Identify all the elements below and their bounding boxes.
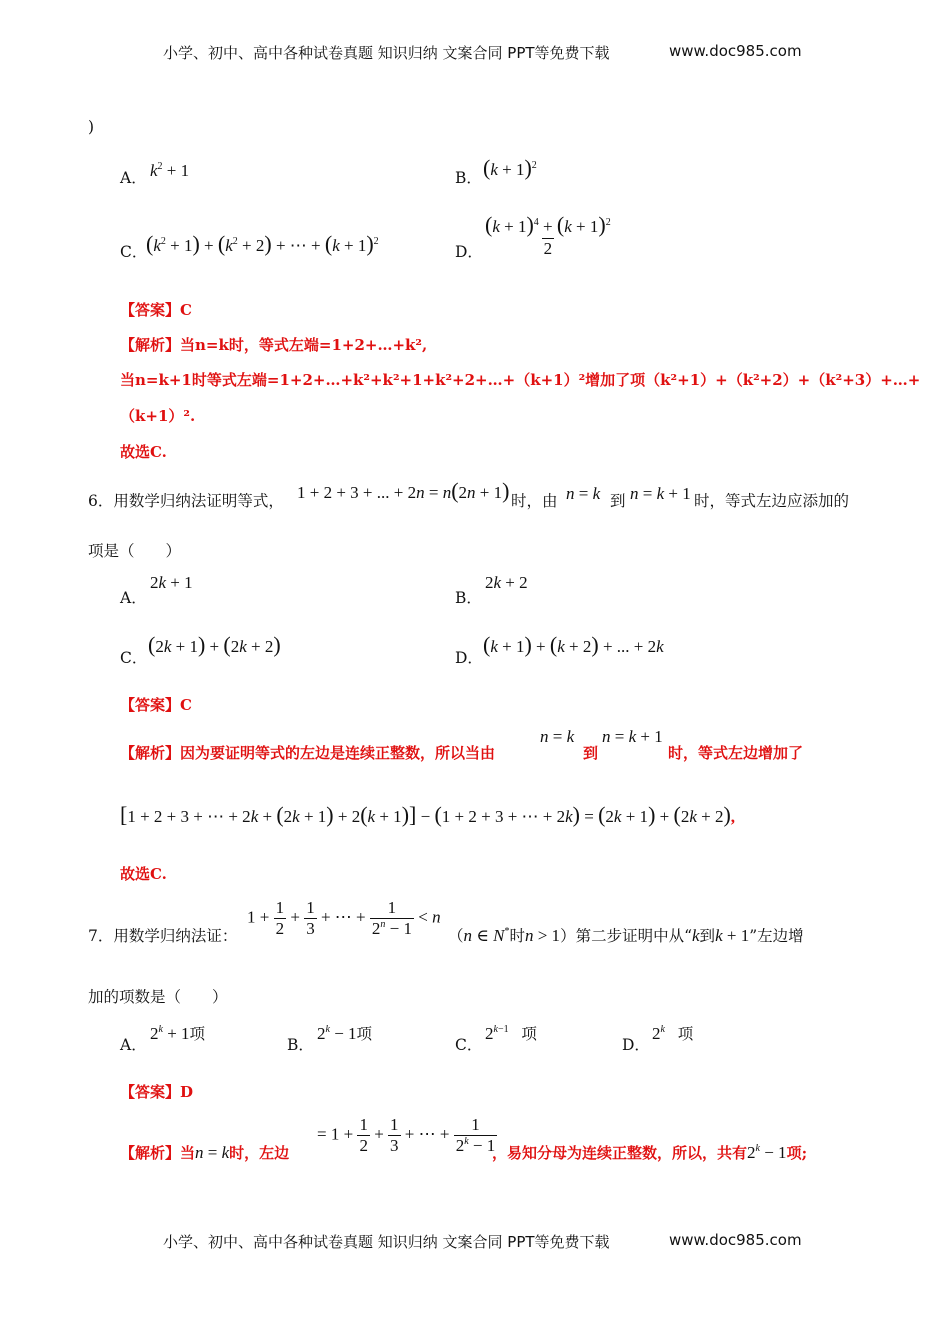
q6-stem-mid1: 时，由 (511, 492, 558, 510)
q7-option-a-formula: $2^k + 1$项 (150, 1024, 206, 1043)
q5-option-b-label: B． (455, 169, 482, 187)
q6-analysis-n-eq-k: n = k (540, 727, 575, 746)
q6-option-b-formula: 2k + 2 (485, 573, 528, 592)
q7-option-c-formula: $2^{k-1}$ 项 (485, 1024, 537, 1043)
q6-option-c-label: C． (120, 649, 148, 667)
q7-option-c-label: C． (455, 1036, 483, 1054)
q6-stem-mid2: 到 (610, 492, 626, 510)
q6-stem-line2: 项是（ ） (88, 542, 182, 560)
q5-analysis-line2: 当n=k+1时等式左端=1+2+…+k²+k²+1+k²+2+…+（k+1）²增加了项（k²+1）+（k²+2）+（k²+3）+…+ (120, 371, 921, 389)
q6-option-b-label: B． (455, 589, 482, 607)
q7-stem-lead: 7．用数学归纳法证： (88, 927, 238, 945)
q6-analysis-conclusion: 故选C. (120, 865, 167, 883)
page-header-title: 小学、初中、高中各种试卷真题 知识归纳 文案合同 PPT等免费下载 (163, 44, 610, 62)
q5-analysis-line3: （k+1）². (120, 407, 196, 425)
q6-analysis-n-eq-k1: n = k + 1 (602, 727, 663, 746)
q6-answer: 【答案】C (120, 696, 192, 714)
q6-n-eq-k: n = k (566, 484, 601, 503)
q5-option-a-label: A． (120, 169, 147, 187)
q5-option-d-formula: $\frac{(k + 1)^4 + (k + 1)^2}{2}$ (485, 212, 611, 258)
q5-option-a-formula: $k^2 + 1$ (150, 161, 190, 180)
q6-option-a-label: A． (120, 589, 147, 607)
q5-answer: 【答案】C (120, 301, 192, 319)
q7-option-a-unit: 项 (189, 1026, 206, 1043)
page-header-site[interactable]: www.doc985.com (669, 42, 802, 60)
q6-stem-lead: 6．用数学归纳法证明等式， (88, 492, 284, 510)
q5-option-b-formula: $(k + 1)^2$ (483, 155, 537, 180)
q6-analysis-to: 到 (583, 744, 599, 762)
q7-inequality: 1 + $\frac{1}{2}$ + $\frac{1}{3}$ + ⋯ + $\frac{1}{2^n - 1}$ < n (247, 898, 441, 938)
q6-equation: 1 + 2 + 3 + ... + 2n = n(2n + 1) (297, 478, 510, 503)
q6-option-d-label: D． (455, 649, 483, 667)
q5-option-c-formula: $(k^2 + 1) + (k^2 + 2)$ + ⋯ + $(k + 1)^2$ (146, 231, 379, 256)
q7-option-c-unit: 项 (521, 1026, 537, 1043)
q5-option-d-label: D． (455, 243, 483, 261)
q5-analysis-conclusion: 故选C. (120, 443, 167, 461)
q5-tail: ) (88, 118, 95, 136)
q7-analysis: 【解析】当n = k时，左边 (120, 1143, 290, 1162)
q7-analysis-tail: ，易知分母为连续正整数，所以，共有$2^k - 1$项; (492, 1143, 808, 1162)
q7-answer: 【答案】D (120, 1083, 194, 1101)
q6-stem-mid3: 时，等式左边应添加的 (694, 492, 850, 510)
q6-n-eq-k1: n = k + 1 (630, 484, 691, 503)
page-footer-site[interactable]: www.doc985.com (669, 1231, 802, 1249)
q7-option-d-label: D． (622, 1036, 650, 1054)
page-footer-title: 小学、初中、高中各种试卷真题 知识归纳 文案合同 PPT等免费下载 (163, 1233, 610, 1251)
q6-option-d-formula: (k + 1) + (k + 2) + ... + 2k (483, 632, 664, 657)
q7-option-b-unit: 项 (356, 1026, 373, 1043)
q6-analysis-equation: [1 + 2 + 3 + ⋯ + 2k + (2k + 1) + 2(k + 1)] − (1 + 2 + 3 + ⋯ + 2k) = (2k + 1) + (2k + 2), (120, 802, 736, 827)
q5-analysis-line1: 【解析】当n=k时，等式左端=1+2+…+k², (120, 336, 428, 354)
q6-analysis-tail: 时，等式左边增加了 (668, 744, 804, 762)
q7-condition: （n ∈ N*时n > 1）第二步证明中从“k到k + 1”左边增 (448, 926, 804, 945)
q7-option-b-label: B． (287, 1036, 314, 1054)
q6-option-c-formula: (2k + 1) + (2k + 2) (148, 632, 281, 657)
q7-stem-line2: 加的项数是（ ） (88, 988, 228, 1006)
q7-option-d-unit: 项 (677, 1026, 694, 1043)
q7-analysis-sum: = 1 + $\frac{1}{2}$ + $\frac{1}{3}$ + ⋯ + $\frac{1}{2^k - 1}$ (317, 1115, 496, 1155)
q5-option-c-label: C． (120, 243, 148, 261)
q6-option-a-formula: 2k + 1 (150, 573, 193, 592)
q7-option-d-formula: 2$^k$ 项 (652, 1024, 694, 1043)
q7-option-a-label: A． (120, 1036, 147, 1054)
q6-analysis-line1: 【解析】因为要证明等式的左边是连续正整数，所以当由 (120, 744, 496, 762)
q7-option-b-formula: $2^k - 1$项 (317, 1024, 373, 1043)
